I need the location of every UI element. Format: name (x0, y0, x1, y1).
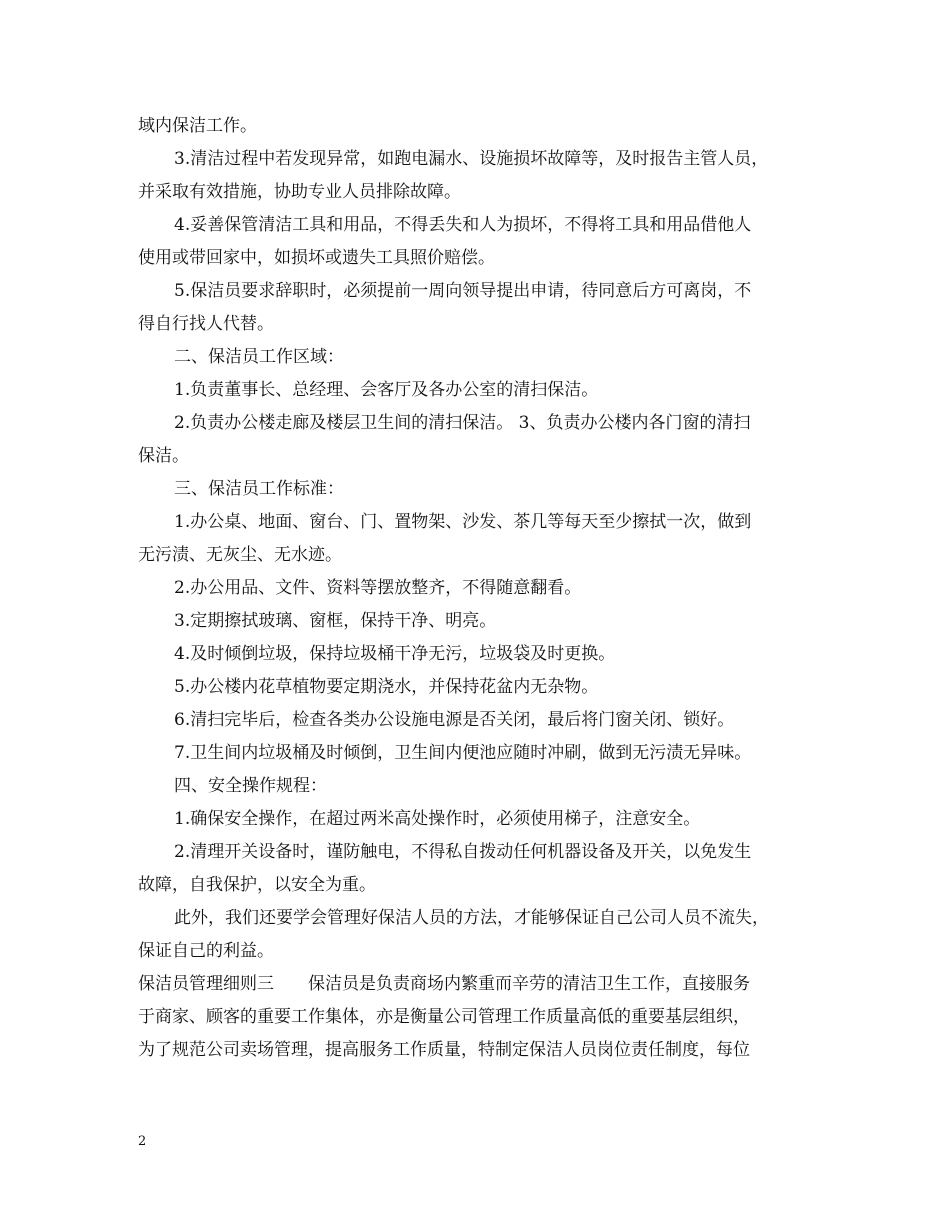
text-line: 保证自己的利益。 (138, 941, 274, 961)
text-line: 三、保洁员工作标准： (174, 479, 344, 499)
text-line: 1.办公桌、地面、窗台、门、置物架、沙发、茶几等每天至少擦拭一次，做到 (174, 512, 752, 532)
text-line: 四、安全操作规程： (174, 776, 327, 796)
text-line: 域内保洁工作。 (138, 116, 257, 136)
text-line: 使用或带回家中，如损坏或遗失工具照价赔偿。 (138, 248, 495, 268)
text-line: 4.妥善保管清洁工具和用品，不得丢失和人为损坏，不得将工具和用品借他人 (174, 215, 752, 235)
document-body (138, 110, 818, 1067)
text-line: 为了规范公司卖场管理，提高服务工作质量，特制定保洁人员岗位责任制度，每位 (138, 1040, 750, 1060)
page-number: 2 (138, 1134, 147, 1149)
text-line: 保洁。 (138, 446, 189, 466)
text-line: 2.办公用品、文件、资料等摆放整齐，不得随意翻看。 (174, 578, 582, 598)
text-line: 于商家、顾客的重要工作集体，亦是衡量公司管理工作质量高低的重要基层组织， (138, 1007, 750, 1027)
text-line: 保洁员管理细则三 保洁员是负责商场内繁重而辛劳的清洁卫生工作，直接服务 (138, 974, 750, 994)
text-line: 3.定期擦拭玻璃、窗框，保持干净、明亮。 (174, 611, 497, 631)
text-line: 二、保洁员工作区域： (174, 347, 344, 367)
text-line: 故障，自我保护，以安全为重。 (138, 875, 376, 895)
text-line: 4.及时倾倒垃圾，保持垃圾桶干净无污，垃圾袋及时更换。 (174, 644, 616, 664)
text-line: 6.清扫完毕后，检查各类办公设施电源是否关闭，最后将门窗关闭、锁好。 (174, 710, 735, 730)
text-line: 无污渍、无灰尘、无水迹。 (138, 545, 342, 565)
text-line: 此外，我们还要学会管理好保洁人员的方法，才能够保证自己公司人员不流失， (174, 908, 769, 928)
text-line: 2.负责办公楼走廊及楼层卫生间的清扫保洁。 3、负责办公楼内各门窗的清扫 (174, 413, 751, 433)
text-line: 1.确保安全操作，在超过两米高处操作时，必须使用梯子，注意安全。 (174, 809, 701, 829)
text-line: 5.保洁员要求辞职时，必须提前一周向领导提出申请，待同意后方可离岗，不 (174, 281, 752, 301)
text-line: 并采取有效措施，协助专业人员排除故障。 (138, 182, 461, 202)
text-line: 7.卫生间内垃圾桶及时倾倒，卫生间内便池应随时冲刷，做到无污渍无异味。 (174, 743, 752, 763)
text-line: 2.清理开关设备时，谨防触电，不得私自拨动任何机器设备及开关，以免发生 (174, 842, 752, 862)
text-line: 5.办公楼内花草植物要定期浇水，并保持花盆内无杂物。 (174, 677, 599, 697)
text-line: 得自行找人代替。 (138, 314, 274, 334)
text-line: 1.负责董事长、总经理、会客厅及各办公室的清扫保洁。 (174, 380, 599, 400)
text-line: 3.清洁过程中若发现异常，如跑电漏水、设施损坏故障等，及时报告主管人员， (174, 149, 769, 169)
